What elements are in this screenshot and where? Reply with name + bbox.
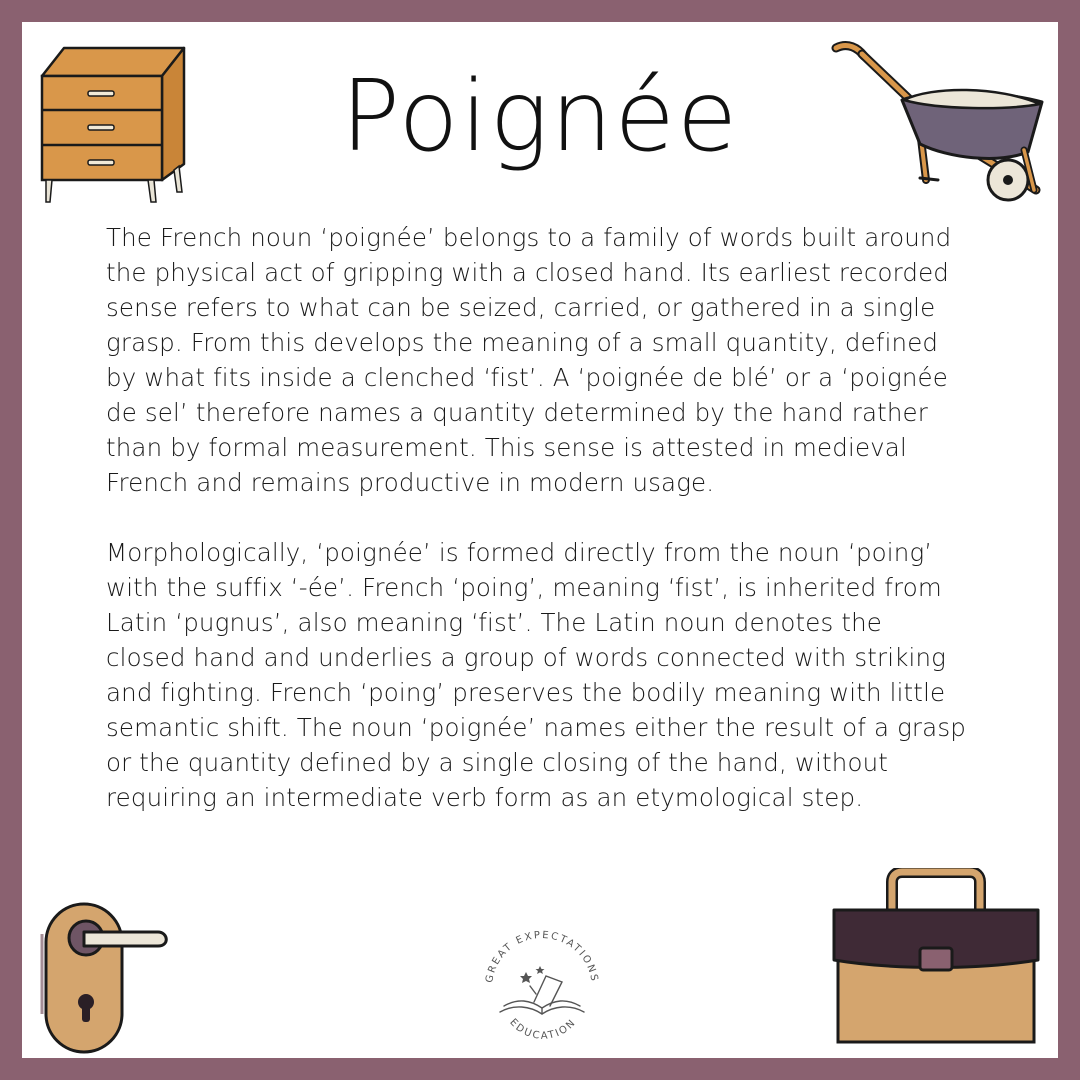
logo-top-text: GREAT EXPECTATIONS xyxy=(484,929,600,984)
article-body xyxy=(106,220,968,850)
chest-of-drawers-icon xyxy=(38,42,188,204)
door-handle-icon xyxy=(40,894,190,1054)
page-frame xyxy=(22,22,1058,1058)
briefcase-icon xyxy=(828,868,1042,1048)
paragraph-1: The French noun ‘poignée’ belongs to a family of words built around the physical act of gripping with a closed hand. Its earliest recorded sense refers to what can be seized, carried, or gathered in a single grasp. From this develops the meaning of a small quantity, defined by what fits inside a clenched ‘fist’. A ‘poignée de blé’ or a ‘poignée de sel’ therefore names a quantity determined by the hand rather than by formal measurement. This sense is attested in medieval French and remains productive in modern usage. xyxy=(106,223,952,497)
stars-icon xyxy=(520,966,545,983)
brand-logo xyxy=(470,910,610,1040)
logo-bottom-text: EDUCATION xyxy=(507,1016,579,1040)
paragraph-2: Morphologically, ‘poignée’ is formed directly from the noun ‘poing’ with the suffix ‘-ée’. French ‘poing’, meaning ‘fist’, is inherited from Latin ‘pugnus’, also meaning ‘fist’. The Latin noun denotes the closed hand and underlies a group of words connected with striking and fighting. French ‘poing’ preserves the bodily meaning with little semantic shift. The noun ‘poignée’ names either the result of a grasp or the quantity defined by a single closing of the hand, without requiring an intermediate verb form as an etymological step. xyxy=(106,538,966,812)
open-book-icon xyxy=(500,976,584,1014)
page-title: Poignée xyxy=(340,60,740,174)
wheelbarrow-icon xyxy=(828,40,1050,202)
